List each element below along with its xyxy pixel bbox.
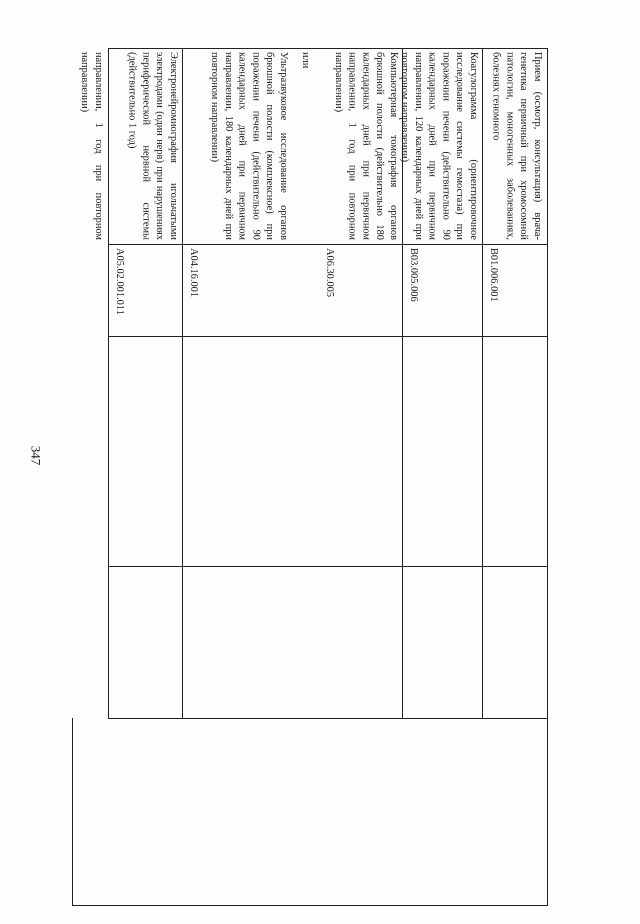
table-border-left (72, 718, 73, 906)
row-4-service: Прием (осмотр, консультация) врача-генетика первичный при хромосомной патологии, моногенных заболеваниях, болезнях геномного (490, 52, 543, 240)
column-line-4 (108, 718, 548, 719)
row-2-code-alt: A06.30.005 (323, 248, 335, 298)
table-border-bottom (72, 905, 548, 906)
row-2-code: A04.16.001 (187, 248, 199, 298)
page-number: 347 (28, 445, 44, 466)
table-border-right (547, 48, 548, 906)
row-line-1 (108, 48, 109, 718)
row-2-separator: или (299, 52, 311, 69)
row-2-service-alt: Компьютерная томография органов брюшной полости (действительно 180 календарных дней при первичном направлении, 1 год при повторном направлении) (332, 52, 399, 240)
row-3-code: B03.005.006 (407, 248, 419, 302)
row-line-4 (482, 48, 483, 718)
row-4-code: B01.006.001 (487, 248, 499, 302)
row-1-code: A05.02.001.011 (113, 248, 125, 315)
row-0-service: направлении, 1 год при повторном направлении) (79, 52, 104, 240)
row-line-2 (182, 48, 183, 718)
row-1-service: Электронейромиография игольчатыми электродами (один нерв) при нарушениях периферической нервной системы (действительно 1 год) (126, 52, 179, 240)
row-3-service: Коагулограмма (ориентировочное исследование системы гемостаза) при поражении печени (действительно 90 календарных дней при первичном направлении, 120 календарных дней при повторном направлении) (399, 52, 479, 240)
row-2-service: Ультразвуковое исследование органов брюшной полости (комплексное) при поражении печени (действительно 90 календарных дней при первичном направлении, 180 календарных дней при повторном направлении) (209, 52, 289, 240)
document-sheet (72, 48, 548, 906)
